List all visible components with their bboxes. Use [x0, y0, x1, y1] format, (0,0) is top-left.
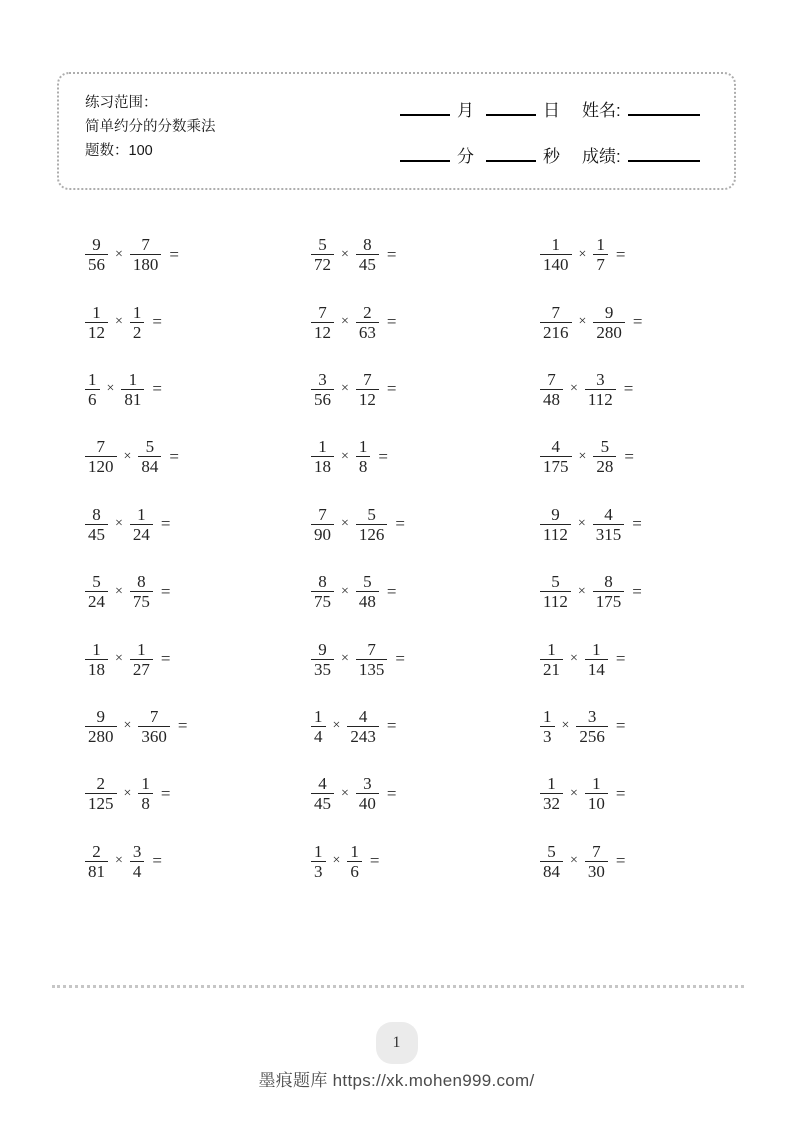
- fraction-first: [85, 235, 108, 274]
- numerator: 3: [587, 706, 597, 726]
- problem: [540, 437, 735, 476]
- day-label: 日: [543, 101, 560, 120]
- multiply-sign: ×: [123, 448, 132, 464]
- denominator: 14: [585, 659, 608, 679]
- fraction-first: [85, 303, 108, 342]
- fraction-second: [347, 842, 362, 881]
- header-fill-ins: [400, 96, 700, 188]
- numerator: 1: [92, 639, 101, 659]
- denominator: 90: [311, 524, 334, 544]
- equals-sign: =: [615, 716, 626, 736]
- problem: [311, 842, 540, 881]
- denominator: 12: [311, 322, 334, 342]
- numerator: 2: [96, 774, 105, 794]
- equals-sign: =: [386, 716, 397, 736]
- equals-sign: =: [152, 312, 162, 332]
- problems-grid: [85, 221, 735, 895]
- denominator: 140: [540, 254, 572, 274]
- numerator: 7: [547, 369, 556, 389]
- fraction-second: [593, 505, 625, 544]
- fraction-second: [130, 303, 145, 342]
- denominator: 84: [540, 861, 563, 881]
- fraction-second: [138, 707, 170, 746]
- denominator: 360: [138, 726, 170, 746]
- multiply-sign: ×: [123, 718, 132, 734]
- fraction-second: [356, 437, 371, 476]
- fraction-second: [356, 235, 379, 274]
- problem: [311, 572, 540, 611]
- fraction-second: [356, 505, 388, 544]
- equals-sign: =: [152, 379, 162, 399]
- month-blank-field: [400, 96, 450, 116]
- numerator: 7: [592, 841, 601, 861]
- fraction-second: [593, 235, 608, 274]
- equals-sign: =: [623, 379, 634, 399]
- problem: [540, 235, 735, 274]
- fraction-second: [130, 842, 145, 881]
- multiply-sign: ×: [341, 448, 349, 464]
- denominator: 8: [356, 456, 371, 476]
- footer-dashed-divider: [52, 985, 744, 988]
- denominator: 84: [138, 456, 161, 476]
- fraction-first: [540, 235, 572, 274]
- numerator: 1: [358, 437, 368, 457]
- fraction-first: [85, 842, 108, 881]
- numerator: 7: [318, 302, 327, 322]
- problem: [540, 572, 735, 611]
- problem: [311, 774, 540, 813]
- numerator: 3: [363, 774, 372, 794]
- fraction-second: [347, 707, 379, 746]
- numerator: 1: [543, 706, 552, 726]
- equals-sign: =: [386, 581, 397, 601]
- equals-sign: =: [177, 716, 188, 736]
- numerator: 7: [367, 639, 376, 659]
- second-blank-field: [486, 142, 536, 162]
- practice-scope-label: 练习范围：: [85, 95, 158, 111]
- numerator: 7: [96, 437, 105, 457]
- fraction-first: [540, 303, 572, 342]
- denominator: 8: [138, 793, 153, 813]
- fraction-first: [540, 842, 563, 881]
- equals-sign: =: [615, 851, 626, 871]
- fraction-first: [85, 572, 108, 611]
- problem: [85, 437, 311, 476]
- numerator: 9: [551, 504, 560, 524]
- multiply-sign: ×: [341, 651, 349, 667]
- fraction-second: [121, 370, 144, 409]
- multiply-sign: ×: [570, 785, 578, 801]
- problem: [85, 707, 311, 746]
- numerator: 8: [92, 504, 101, 524]
- fraction-second: [593, 303, 625, 342]
- fraction-second: [356, 370, 379, 409]
- problem: [540, 842, 735, 881]
- equals-sign: =: [169, 446, 179, 466]
- fraction-second: [130, 640, 153, 679]
- denominator: 56: [311, 389, 334, 409]
- numerator: 7: [141, 235, 150, 255]
- equals-sign: =: [624, 446, 634, 466]
- fraction-second: [593, 572, 625, 611]
- fraction-first: [540, 774, 563, 813]
- denominator: 56: [85, 254, 108, 274]
- numerator: 1: [596, 235, 605, 255]
- header-box: [57, 72, 736, 190]
- second-label: 秒: [543, 147, 560, 166]
- problem: [85, 303, 311, 342]
- fraction-first: [311, 505, 334, 544]
- denominator: 75: [311, 591, 334, 611]
- numerator: 1: [318, 437, 327, 457]
- equals-sign: =: [615, 783, 626, 803]
- multiply-sign: ×: [341, 785, 349, 801]
- fraction-first: [311, 235, 334, 274]
- denominator: 216: [540, 322, 572, 342]
- multiply-sign: ×: [570, 381, 578, 397]
- denominator: 63: [356, 322, 379, 342]
- equals-sign: =: [152, 851, 162, 871]
- multiply-sign: ×: [115, 583, 123, 599]
- denominator: 81: [85, 861, 108, 881]
- numerator: 3: [132, 841, 142, 861]
- problem: [540, 505, 735, 544]
- numerator: 2: [363, 302, 372, 322]
- fraction-first: [540, 572, 571, 611]
- denominator: 243: [347, 726, 379, 746]
- page-number: 1: [392, 1034, 401, 1051]
- numerator: 1: [137, 504, 146, 524]
- numerator: 1: [137, 639, 146, 659]
- multiply-sign: ×: [115, 246, 123, 262]
- multiply-sign: ×: [570, 651, 578, 667]
- numerator: 1: [592, 774, 601, 794]
- problem: [540, 303, 735, 342]
- denominator: 24: [130, 524, 153, 544]
- fraction-second: [576, 707, 608, 746]
- numerator: 9: [92, 235, 101, 255]
- numerator: 5: [367, 504, 376, 524]
- numerator: 7: [551, 302, 560, 322]
- numerator: 1: [547, 639, 556, 659]
- fraction-second: [356, 774, 379, 813]
- equals-sign: =: [160, 783, 171, 803]
- denominator: 6: [347, 861, 362, 881]
- numerator: 4: [358, 706, 368, 726]
- fraction-second: [356, 303, 379, 342]
- numerator: 1: [592, 639, 601, 659]
- multiply-sign: ×: [106, 381, 115, 397]
- equals-sign: =: [615, 649, 626, 669]
- numerator: 1: [88, 369, 97, 389]
- score-label: 成绩:: [582, 147, 621, 166]
- numerator: 1: [128, 369, 138, 389]
- equals-sign: =: [160, 581, 171, 601]
- multiply-sign: ×: [332, 853, 341, 869]
- problem: [85, 572, 311, 611]
- fraction-second: [130, 235, 162, 274]
- problem: [85, 505, 311, 544]
- denominator: 10: [585, 793, 608, 813]
- numerator: 4: [604, 504, 613, 524]
- multiply-sign: ×: [341, 314, 349, 330]
- multiply-sign: ×: [123, 785, 132, 801]
- denominator: 72: [311, 254, 334, 274]
- denominator: 4: [130, 861, 145, 881]
- numerator: 2: [92, 841, 101, 861]
- problem: [311, 370, 540, 409]
- denominator: 120: [85, 456, 117, 476]
- equals-sign: =: [386, 379, 397, 399]
- denominator: 18: [85, 659, 108, 679]
- denominator: 112: [540, 524, 571, 544]
- fraction-first: [311, 572, 334, 611]
- numerator: 5: [600, 437, 610, 457]
- problem: [540, 370, 735, 409]
- problem: [311, 707, 540, 746]
- denominator: 32: [540, 793, 563, 813]
- fraction-first: [85, 505, 108, 544]
- denominator: 75: [130, 591, 153, 611]
- footer-site-text: 墨痕题库 https://xk.mohen999.com/: [258, 1071, 535, 1090]
- denominator: 40: [356, 793, 379, 813]
- multiply-sign: ×: [561, 718, 570, 734]
- equals-sign: =: [386, 312, 397, 332]
- problem: [311, 303, 540, 342]
- multiply-sign: ×: [115, 516, 123, 532]
- denominator: 175: [593, 591, 625, 611]
- multiply-sign: ×: [577, 516, 586, 532]
- numerator: 8: [137, 572, 146, 592]
- numerator: 5: [547, 841, 556, 861]
- multiply-sign: ×: [341, 583, 349, 599]
- equals-sign: =: [615, 244, 626, 264]
- problem: [540, 640, 735, 679]
- fraction-first: [311, 842, 326, 881]
- multiply-sign: ×: [578, 314, 587, 330]
- problem: [311, 437, 540, 476]
- fraction-second: [585, 774, 608, 813]
- fraction-second: [130, 505, 153, 544]
- denominator: 2: [130, 322, 145, 342]
- problem: [311, 505, 540, 544]
- fraction-first: [85, 437, 117, 476]
- fraction-first: [85, 707, 117, 746]
- denominator: 24: [85, 591, 108, 611]
- multiply-sign: ×: [341, 246, 349, 262]
- multiply-sign: ×: [577, 583, 586, 599]
- denominator: 12: [356, 389, 379, 409]
- equals-sign: =: [160, 649, 171, 669]
- equals-sign: =: [169, 244, 179, 264]
- name-label: 姓名:: [582, 101, 621, 120]
- numerator: 1: [314, 706, 323, 726]
- numerator: 4: [318, 774, 327, 794]
- numerator: 5: [318, 235, 327, 255]
- denominator: 6: [85, 389, 100, 409]
- denominator: 12: [85, 322, 108, 342]
- numerator: 9: [318, 639, 327, 659]
- question-count: 题数：100: [85, 143, 153, 159]
- fraction-second: [138, 437, 161, 476]
- numerator: 3: [318, 369, 327, 389]
- equals-sign: =: [632, 312, 643, 332]
- score-blank-field: [628, 142, 700, 162]
- denominator: 7: [593, 254, 608, 274]
- problem: [85, 774, 311, 813]
- denominator: 175: [540, 456, 572, 476]
- denominator: 4: [311, 726, 326, 746]
- multiply-sign: ×: [115, 651, 123, 667]
- minute-blank-field: [400, 142, 450, 162]
- numerator: 8: [363, 235, 372, 255]
- equals-sign: =: [378, 446, 388, 466]
- numerator: 9: [96, 706, 105, 726]
- page-number-badge: [376, 1022, 418, 1064]
- fraction-first: [311, 437, 334, 476]
- fraction-first: [540, 437, 572, 476]
- denominator: 125: [85, 793, 117, 813]
- fraction-second: [585, 640, 608, 679]
- equals-sign: =: [395, 514, 405, 534]
- numerator: 1: [547, 774, 556, 794]
- numerator: 1: [314, 841, 323, 861]
- problem: [85, 640, 311, 679]
- denominator: 3: [311, 861, 326, 881]
- minute-label: 分: [457, 147, 474, 166]
- numerator: 8: [604, 572, 613, 592]
- fraction-second: [138, 774, 153, 813]
- day-blank-field: [486, 96, 536, 116]
- denominator: 27: [130, 659, 153, 679]
- denominator: 81: [121, 389, 144, 409]
- equals-sign: =: [369, 851, 380, 871]
- fraction-first: [540, 640, 563, 679]
- multiply-sign: ×: [578, 448, 587, 464]
- equals-sign: =: [386, 783, 397, 803]
- fraction-first: [311, 707, 326, 746]
- numerator: 5: [145, 437, 155, 457]
- numerator: 5: [92, 572, 101, 592]
- denominator: 48: [356, 591, 379, 611]
- multiply-sign: ×: [341, 381, 349, 397]
- time-score-row: [400, 142, 700, 167]
- denominator: 315: [593, 524, 625, 544]
- problem: [540, 707, 735, 746]
- problem: [540, 774, 735, 813]
- problem: [85, 370, 311, 409]
- denominator: 45: [85, 524, 108, 544]
- month-label: 月: [457, 101, 474, 120]
- denominator: 280: [85, 726, 117, 746]
- equals-sign: =: [160, 514, 171, 534]
- denominator: 30: [585, 861, 608, 881]
- fraction-first: [85, 774, 117, 813]
- denominator: 45: [311, 793, 334, 813]
- numerator: 5: [551, 572, 560, 592]
- denominator: 256: [576, 726, 608, 746]
- denominator: 21: [540, 659, 563, 679]
- fraction-second: [356, 572, 379, 611]
- multiply-sign: ×: [578, 246, 587, 262]
- denominator: 3: [540, 726, 555, 746]
- fraction-second: [585, 370, 616, 409]
- numerator: 3: [596, 369, 605, 389]
- fraction-first: [311, 640, 334, 679]
- date-name-row: [400, 96, 700, 121]
- equals-sign: =: [632, 581, 642, 601]
- problem: [311, 640, 540, 679]
- denominator: 180: [130, 254, 162, 274]
- fraction-first: [311, 303, 334, 342]
- fraction-first: [540, 370, 563, 409]
- denominator: 35: [311, 659, 334, 679]
- denominator: 48: [540, 389, 563, 409]
- fraction-first: [85, 640, 108, 679]
- multiply-sign: ×: [341, 516, 349, 532]
- fraction-first: [540, 505, 571, 544]
- practice-scope-value: 简单约分的分数乘法: [85, 119, 216, 135]
- equals-sign: =: [632, 514, 642, 534]
- problem: [85, 842, 311, 881]
- numerator: 1: [551, 235, 560, 255]
- denominator: 18: [311, 456, 334, 476]
- denominator: 126: [356, 524, 388, 544]
- numerator: 9: [604, 302, 614, 322]
- denominator: 135: [356, 659, 388, 679]
- fraction-first: [311, 774, 334, 813]
- fraction-second: [593, 437, 616, 476]
- fraction-second: [130, 572, 153, 611]
- numerator: 5: [363, 572, 372, 592]
- numerator: 1: [141, 774, 150, 794]
- equals-sign: =: [386, 244, 397, 264]
- fraction-first: [311, 370, 334, 409]
- fraction-first: [540, 707, 555, 746]
- numerator: 1: [350, 841, 359, 861]
- denominator: 28: [593, 456, 616, 476]
- denominator: 112: [540, 591, 571, 611]
- numerator: 1: [132, 302, 142, 322]
- fraction-first: [85, 370, 100, 409]
- header-info: [85, 91, 216, 163]
- numerator: 1: [92, 302, 101, 322]
- equals-sign: =: [395, 649, 405, 669]
- multiply-sign: ×: [570, 853, 578, 869]
- numerator: 7: [149, 706, 159, 726]
- numerator: 4: [551, 437, 560, 457]
- denominator: 112: [585, 389, 616, 409]
- fraction-second: [356, 640, 388, 679]
- multiply-sign: ×: [332, 718, 341, 734]
- problem: [85, 235, 311, 274]
- numerator: 8: [318, 572, 327, 592]
- numerator: 7: [318, 504, 327, 524]
- multiply-sign: ×: [115, 853, 123, 869]
- multiply-sign: ×: [115, 314, 123, 330]
- denominator: 280: [593, 322, 625, 342]
- problem: [311, 235, 540, 274]
- numerator: 7: [363, 369, 372, 389]
- fraction-second: [585, 842, 608, 881]
- denominator: 45: [356, 254, 379, 274]
- name-blank-field: [628, 96, 700, 116]
